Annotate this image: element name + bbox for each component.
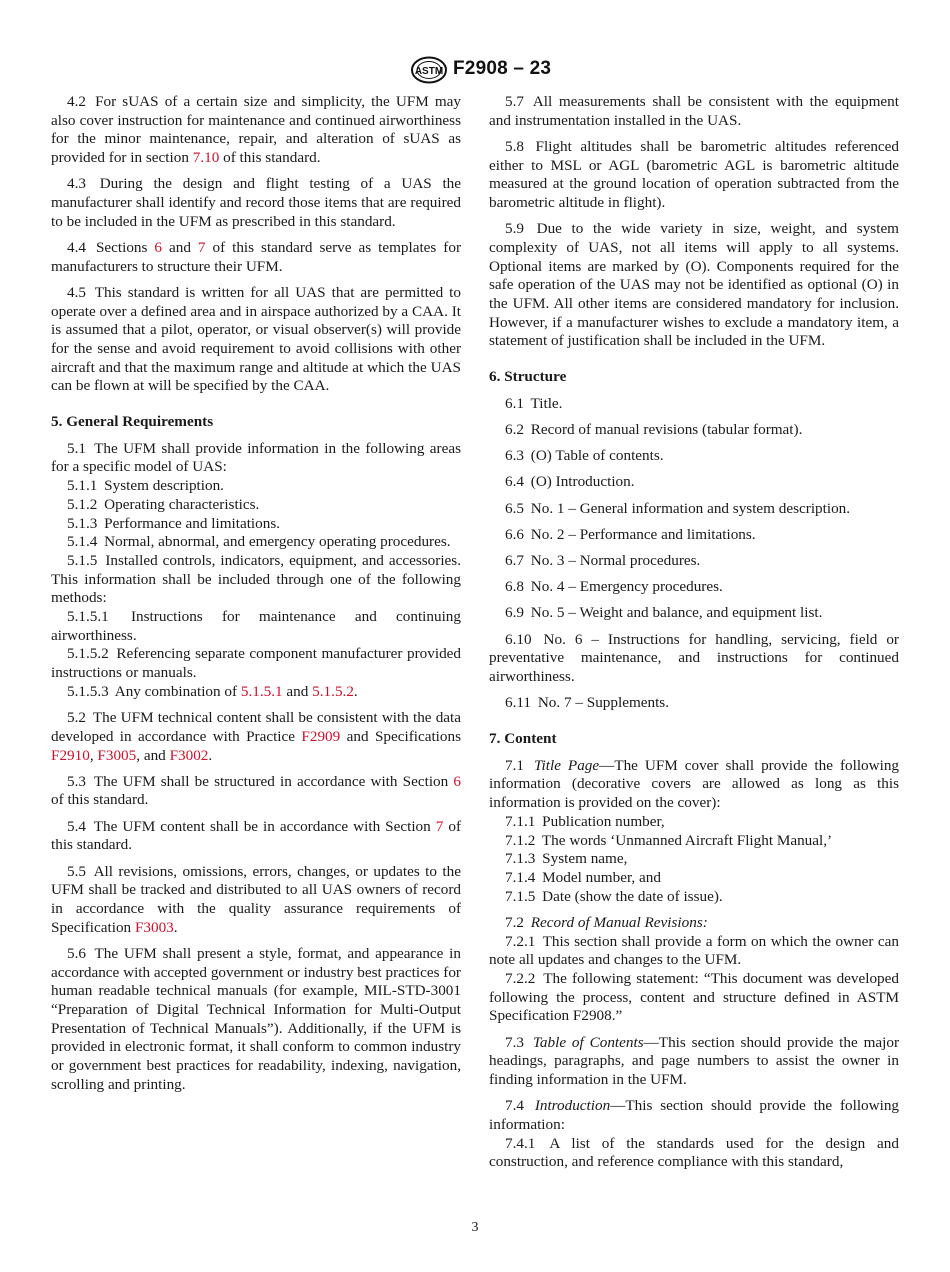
- link-7-10[interactable]: 7.10: [192, 149, 220, 167]
- paragraph-5-9: 5.9 Due to the wide variety in size, weight, and system complexity of UAS, not all items will apply to all systems. Optional items are marked by (O). Components required for the safe operation of the UAS may not be identified as optional (O) in the UFM. All other items are considered mandatory for inclusion. However, if a manufacturer wishes to exclude a mandatory item, a statement of justification shall be included in the UFM.: [489, 220, 899, 350]
- paragraph-7-1-1: 7.1.1 Publication number,: [505, 812, 665, 830]
- logo-text: ASTM: [414, 66, 444, 77]
- paragraph-5-1-1: 5.1.1 System description.: [67, 477, 224, 495]
- paragraph-5-1-5-3: 5.1.5.3 Any combination of 5.1.5.1 and 5.1.5.2.: [67, 682, 358, 700]
- paragraph-4-4: 4.4 Sections 6 and 7 of this standard serve as templates for manufacturers to structure their UFM.: [51, 238, 461, 275]
- paragraph-6-6: 6.6 No. 2 – Performance and limitations.: [505, 525, 756, 543]
- paragraph-6-9: 6.9 No. 5 – Weight and balance, and equipment list.: [505, 604, 823, 622]
- paragraph-5-5: 5.5 All revisions, omissions, errors, changes, or updates to the UFM shall be tracked and distributed to all UAS owners of record in accordance with the quality assurance requirements of Specification F3003.: [51, 862, 461, 936]
- paragraph-7-4-1: 7.4.1 A list of the standards used for the design and construction, and reference compliance with this standard,: [489, 1134, 899, 1171]
- link-f2909[interactable]: F2909: [301, 727, 341, 745]
- astm-logo-icon: [410, 56, 448, 84]
- link-section-7-b[interactable]: 7: [435, 817, 444, 835]
- paragraph-6-10: 6.10 No. 6 – Instructions for handling, servicing, field or preventative maintenance, and instructions for continued airworthiness.: [489, 630, 899, 686]
- paragraph-4-3: 4.3 During the design and flight testing of a UAS the manufacturer shall identify and record those items that are required to be included in the UFM as prescribed in this standard.: [51, 175, 461, 230]
- paragraph-5-1-5: 5.1.5 Installed controls, indicators, equipment, and accessories. This information shall be included through one of the following methods:: [51, 551, 461, 607]
- section-heading-7: 7. Content: [489, 729, 557, 747]
- paragraph-4-5: 4.5 This standard is written for all UAS that are permitted to operate over a defined area and in airspace authorized by a CAA. It is assumed that a pilot, operator, or visual observer(s) will provide for the sense and avoid requirement to avoid collisions with other aircraft and that the maximum range and altitude at which the UAS can be flown at will be specified by the CAA.: [51, 283, 461, 395]
- link-f3002[interactable]: F3002: [169, 746, 209, 764]
- paragraph-5-4: 5.4 The UFM content shall be in accordance with Section 7 of this standard.: [51, 817, 462, 854]
- left-column: [51, 93, 461, 1102]
- paragraph-5-8: 5.8 Flight altitudes shall be barometric altitudes referenced either to MSL or AGL (barometric AGL is barometric altitude measured at the ground location of operation subtracted from the barometric altitude in flight).: [489, 137, 899, 212]
- paragraph-5-3: 5.3 The UFM shall be structured in accordance with Section 6 of this standard.: [51, 772, 461, 809]
- paragraph-5-7: 5.7 All measurements shall be consistent with the equipment and instrumentation installed in the UAS.: [489, 93, 899, 129]
- paragraph-5-1-4: 5.1.4 Normal, abnormal, and emergency operating procedures.: [67, 533, 451, 551]
- paragraph-6-1: 6.1 Title.: [505, 394, 563, 412]
- right-column: [489, 93, 899, 1172]
- paragraph-5-6: 5.6 The UFM shall present a style, format, and appearance in accordance with accepted government or industry best practices for human readable technical manuals (for example, MIL-STD-3001 “Preparation of Digital Technical Information for Multi-Output Presentation of Technical Manuals”). Additionally, if the UFM is provided in electronic format, it shall conform to common industry or government best practices for readability, indexing, navigation, scrolling and printing.: [51, 944, 461, 1093]
- section-heading-6: 6. Structure: [489, 368, 567, 386]
- paragraph-7-3: 7.3 Table of Contents—This section should provide the major headings, paragraphs, and page numbers to assist the owner in finding information in the UFM.: [489, 1033, 900, 1088]
- paragraph-7-4: 7.4 Introduction—This section should provide the following information:: [489, 1097, 900, 1133]
- paragraph-6-11: 6.11 No. 7 – Supplements.: [505, 694, 670, 712]
- link-f2910[interactable]: F2910: [51, 746, 90, 764]
- link-section-7[interactable]: 7: [197, 238, 206, 256]
- link-section-6[interactable]: 6: [154, 238, 163, 256]
- paragraph-6-4: 6.4 (O) Introduction.: [505, 473, 635, 491]
- paragraph-7-2: 7.2 Record of Manual Revisions:: [505, 913, 708, 931]
- link-f3005[interactable]: F3005: [97, 746, 137, 764]
- paragraph-7-1-3: 7.1.3 System name,: [505, 850, 628, 868]
- paragraph-7-2-2: 7.2.2 The following statement: “This document was developed following the process, content and structure defined in ASTM Specification F2908.”: [489, 969, 899, 1025]
- paragraph-7-1-5: 7.1.5 Date (show the date of issue).: [505, 887, 723, 905]
- page-number: 3: [471, 1220, 479, 1235]
- paragraph-6-3: 6.3 (O) Table of contents.: [505, 447, 664, 465]
- paragraph-6-7: 6.7 No. 3 – Normal procedures.: [505, 552, 701, 570]
- link-5-1-5-2[interactable]: 5.1.5.2: [312, 682, 354, 700]
- paragraph-7-1: 7.1 Title Page—The UFM cover shall provide the following information (decorative covers are allowed as long as this information is provided on the cover):: [489, 756, 900, 812]
- link-section-6-b[interactable]: 6: [453, 772, 461, 790]
- link-5-1-5-1[interactable]: 5.1.5.1: [240, 682, 283, 700]
- paragraph-5-1-5-2: 5.1.5.2 Referencing separate component manufacturer provided instructions or manuals.: [51, 645, 461, 682]
- paragraph-5-1-5-1: 5.1.5.1 Instructions for maintenance and continuing airworthiness.: [51, 608, 461, 644]
- paragraph-7-2-1: 7.2.1 This section shall provide a form on which the owner can note all updates and changes to the UFM.: [489, 932, 900, 969]
- paragraph-5-2: 5.2 The UFM technical content shall be consistent with the data developed in accordance with Practice F2909 and Specifications F2910, F3005, and F3002.: [51, 709, 461, 764]
- paragraph-5-1-3: 5.1.3 Performance and limitations.: [67, 514, 281, 532]
- link-f3003[interactable]: F3003: [134, 918, 174, 936]
- paragraph-7-1-4: 7.1.4 Model number, and: [505, 868, 661, 886]
- paragraph-7-1-2: 7.1.2 The words ‘Unmanned Aircraft Flight Manual,’: [505, 831, 833, 849]
- page-header: [0, 56, 950, 86]
- standard-designation: F2908 – 23: [453, 58, 552, 79]
- paragraph-6-8: 6.8 No. 4 – Emergency procedures.: [505, 578, 723, 596]
- paragraph-6-2: 6.2 Record of manual revisions (tabular format).: [505, 421, 803, 439]
- paragraph-5-1: 5.1 The UFM shall provide information in the following areas for a specific model of UAS:: [51, 439, 461, 476]
- paragraph-6-5: 6.5 No. 1 – General information and system description.: [505, 499, 851, 517]
- paragraph-5-1-2: 5.1.2 Operating characteristics.: [67, 495, 260, 513]
- section-heading-5: 5. General Requirements: [51, 413, 214, 431]
- paragraph-4-2: 4.2 For sUAS of a certain size and simplicity, the UFM may also cover instruction for maintenance and continued airworthiness for the minor maintenance, repair, and alteration of sUAS as provided for in section 7.10 of this standard.: [51, 93, 461, 167]
